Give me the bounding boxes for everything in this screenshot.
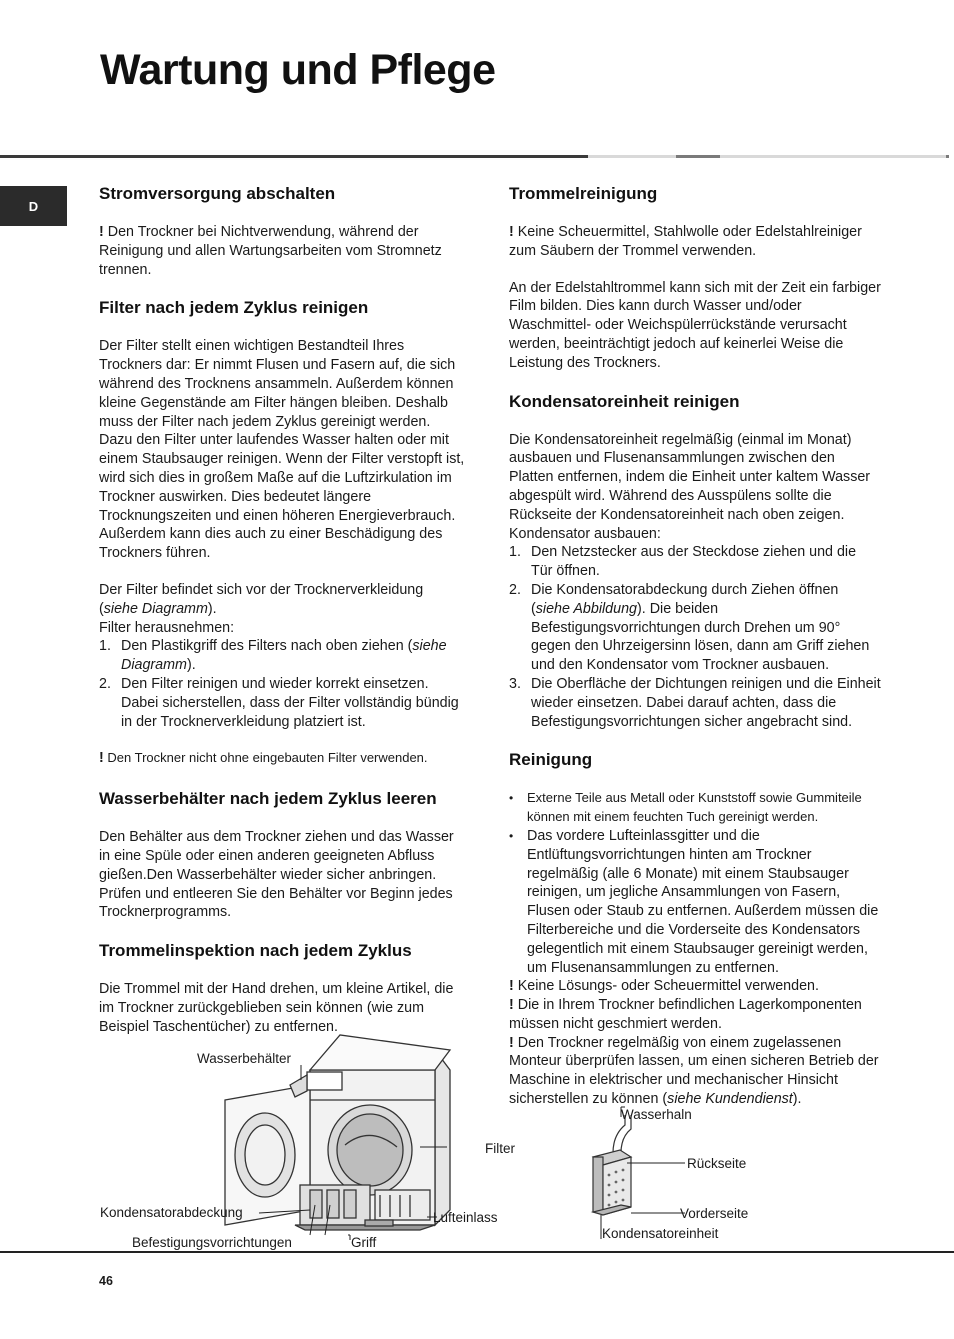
language-tab: D <box>0 186 67 226</box>
note-text: Den Trockner nicht ohne eingebauten Filter verwenden. <box>107 750 428 766</box>
header-rule-dark <box>0 155 588 158</box>
warning-note <box>99 223 467 279</box>
section-heading: Wasserbehälter nach jedem Zyklus leeren <box>99 789 437 809</box>
warning-note <box>509 977 881 996</box>
step-text: Die Oberfläche der Dichtungen reinigen und die Einheit wieder einsetzen. Dabei darauf achten, dass die Befestigungsvorrichtungen sicher angebracht sind. <box>531 675 881 730</box>
diagram-reference: siehe Diagramm <box>103 600 208 617</box>
paragraph: Die Trommel mit der Hand drehen, um kleine Artikel, die im Trockner zurückgeblieben sein können (wie zum Beispiel Taschentücher) zu entfernen. <box>99 981 454 1035</box>
step-text: Den Filter reinigen und wieder korrekt einsetzen. Dabei sicherstellen, dass der Filter vollständig bündig in der Trocknerverkleidung platziert ist. <box>121 675 459 730</box>
label-rueckseite: Rückseite <box>687 1156 747 1171</box>
bullet-text: Externe Teile aus Metall oder Kunststoff sowie Gummiteile können mit einem feuchten Tuch gereinigt werden. <box>527 790 862 825</box>
list-item <box>509 543 881 581</box>
label-vorderseite: Vorderseite <box>680 1206 749 1221</box>
header-rule-light <box>588 155 676 158</box>
warning-icon: ! <box>509 997 514 1014</box>
label-befestigungsvorrichtungen: Befestigungsvorrichtungen <box>132 1235 292 1250</box>
condenser-diagram <box>585 1105 685 1240</box>
step-text: Den Netzstecker aus der Steckdose ziehen und die Tür öffnen. <box>531 544 857 580</box>
warning-note <box>509 996 881 1034</box>
label-griff: Griff <box>351 1235 377 1250</box>
list-item <box>509 827 881 977</box>
page-title: Wartung und Pflege <box>100 46 496 94</box>
diagram-reference: siehe Abbildung <box>535 600 637 617</box>
text: Den Plastikgriff des Filters nach oben ziehen <box>121 638 404 655</box>
step-number: 1. <box>509 544 521 561</box>
header-rule-end <box>946 155 949 158</box>
step-number: 2. <box>99 675 111 692</box>
step-number: 2. <box>509 581 521 598</box>
text: ). <box>207 600 217 617</box>
step-text <box>531 581 881 675</box>
label-kondensatorabdeckung: Kondensatorabdeckung <box>100 1205 243 1220</box>
step-number: 3. <box>509 675 521 692</box>
warning-note <box>509 223 881 261</box>
warning-icon: ! <box>99 224 104 240</box>
section-heading: Kondensatoreinheit reinigen <box>509 391 740 411</box>
warning-icon: ! <box>509 1034 514 1051</box>
diagram-reference: siehe Diagramm <box>121 638 447 674</box>
text: ( <box>662 1091 668 1108</box>
paragraph: Der Filter stellt einen wichtigen Bestandteil Ihres Trockners dar: Er nimmt Flusen und Fasern auf, die sich während des Trocknens ansammeln. Außerdem können kleine Gegenstände am Filter hängen bleiben. Deshalb muss der Filter nach jedem Zyklus gereinigt werden. Dazu den Filter unter laufendes Wasser halten oder mit einem Staubsauger reinigen. Wenn der Filter verstopft ist, wird sich dies in großem Maße auf die Luftzirkulation im Trockner auswirken. Dies bedeutet längere Trocknungszeiten und einen höheren Energieverbrauch. Außerdem kann dies auch zu einer Beschädigung des Trockners führen. <box>99 338 465 562</box>
paragraph: Kondensator ausbauen: <box>509 525 661 542</box>
step-text <box>121 637 467 675</box>
steps-list <box>99 637 467 731</box>
section-heading: Stromversorgung abschalten <box>99 184 336 203</box>
page-number: 46 <box>99 1274 113 1288</box>
paragraph: Den Behälter aus dem Trockner ziehen und das Wasser in eine Spüle oder einen anderen geeigneten Abfluss gießen.Den Wasserbehälter wieder sicher anbringen. Prüfen und entleeren Sie den Behälter vor Beginn jedes Trocknerprogramms. <box>99 829 454 921</box>
header-rule-mid <box>676 155 720 158</box>
note-text: Keine Lösungs- oder Scheuermittel verwenden. <box>517 978 819 995</box>
text: ). <box>186 657 196 674</box>
text: ). Die beiden Befestigungsvorrichtungen durch Drehen um 90° gegen den Uhrzeigersinn lösen, dann am Griff ziehen und den Kondensator vom Trockner ausbauen. <box>531 600 870 674</box>
section-heading: Reinigung <box>509 750 593 770</box>
right-column <box>509 183 881 1109</box>
bullet-icon: • <box>509 828 514 843</box>
section-reference: siehe Kundendienst <box>667 1091 793 1108</box>
list-item <box>99 637 467 675</box>
text: ( <box>407 638 413 655</box>
warning-note <box>99 749 467 768</box>
step-number: 1. <box>99 638 111 655</box>
bullet-list <box>509 789 881 977</box>
paragraph <box>99 581 467 619</box>
text: Der Filter befindet sich vor der Trocknerverkleidung <box>99 581 424 598</box>
note-text: Den Trockner bei Nichtverwendung, während der Reinigung und allen Wartungsarbeiten vom Stromnetz trennen. <box>99 224 442 278</box>
label-wasserhaln: Wasserhaln <box>621 1107 692 1122</box>
label-filter: Filter <box>485 1141 515 1156</box>
warning-icon: ! <box>509 224 514 240</box>
header-rule-light-2 <box>720 155 946 158</box>
list-item <box>509 581 881 675</box>
left-column <box>99 183 467 1055</box>
section-heading: Trommelreinigung <box>509 184 658 203</box>
note-text: Keine Scheuermittel, Stahlwolle oder Edelstahlreiniger zum Säubern der Trommel verwenden. <box>509 224 862 259</box>
warning-icon: ! <box>509 978 514 995</box>
paragraph: Die Kondensatoreinheit regelmäßig (einmal im Monat) ausbauen und Flusenansammlungen zwischen den Platten entfernen, indem die Einheit unter kaltem Wasser abgespült wird. Während des Ausspülens sollte die Rückseite der Kondensatoreinheit nach oben zeigen. <box>509 431 871 523</box>
text: ). <box>792 1091 802 1108</box>
footer-rule <box>0 1251 954 1253</box>
note-text: Die in Ihrem Trockner befindlichen Lagerkomponenten müssen nicht geschmiert werden. <box>509 997 862 1032</box>
list-item <box>509 675 881 731</box>
section-heading: Filter nach jedem Zyklus reinigen <box>99 298 369 318</box>
text: Die Kondensatorabdeckung durch Ziehen öffnen <box>531 581 839 598</box>
bullet-icon: • <box>509 791 514 806</box>
section-heading: Trommelinspektion nach jedem Zyklus <box>99 941 412 961</box>
text: ( <box>531 600 536 617</box>
warning-icon: ! <box>99 750 104 767</box>
paragraph: Filter herausnehmen: <box>99 619 235 636</box>
list-item <box>99 675 467 731</box>
paragraph: An der Edelstahltrommel kann sich mit der Zeit ein farbiger Film bilden. Dies kann durch Wasser und/oder Waschmittel- oder Weichspülerrückstände verursacht werden, beeinträchtigt jedoch auf keinerlei Weise die Leistung des Trockners. <box>509 279 881 371</box>
steps-list <box>509 543 881 731</box>
text: ( <box>99 600 104 617</box>
bullet-text: Das vordere Lufteinlassgitter und die Entlüftungsvorrichtungen hinten am Trockner regelmäßig (alle 6 Monate) mit einem Staubsauger reinigen, um jegliche Ansammlungen von Fasern, Flusen oder Staub zu entfernen. Außerdem müssen die Filterbereiche und die Vorderseite des Kondensators gelegentlich mit einem Staubsauger gereinigt werden, um Flusenansammlungen zu entfernen. <box>527 827 879 976</box>
label-wasserbehaelter: Wasserbehälter <box>197 1051 292 1066</box>
list-item <box>509 789 881 827</box>
label-kondensatoreinheit: Kondensatoreinheit <box>602 1226 719 1241</box>
warning-note <box>509 1034 881 1109</box>
note-text: Den Trockner regelmäßig von einem zugelassenen Monteur überprüfen lassen, um einen sicheren Betrieb der Maschine in elektrischer und mechanischer Hinsicht sicherstellen zu können <box>509 1034 879 1108</box>
label-lufteinlass: Lufteinlass <box>433 1210 498 1225</box>
